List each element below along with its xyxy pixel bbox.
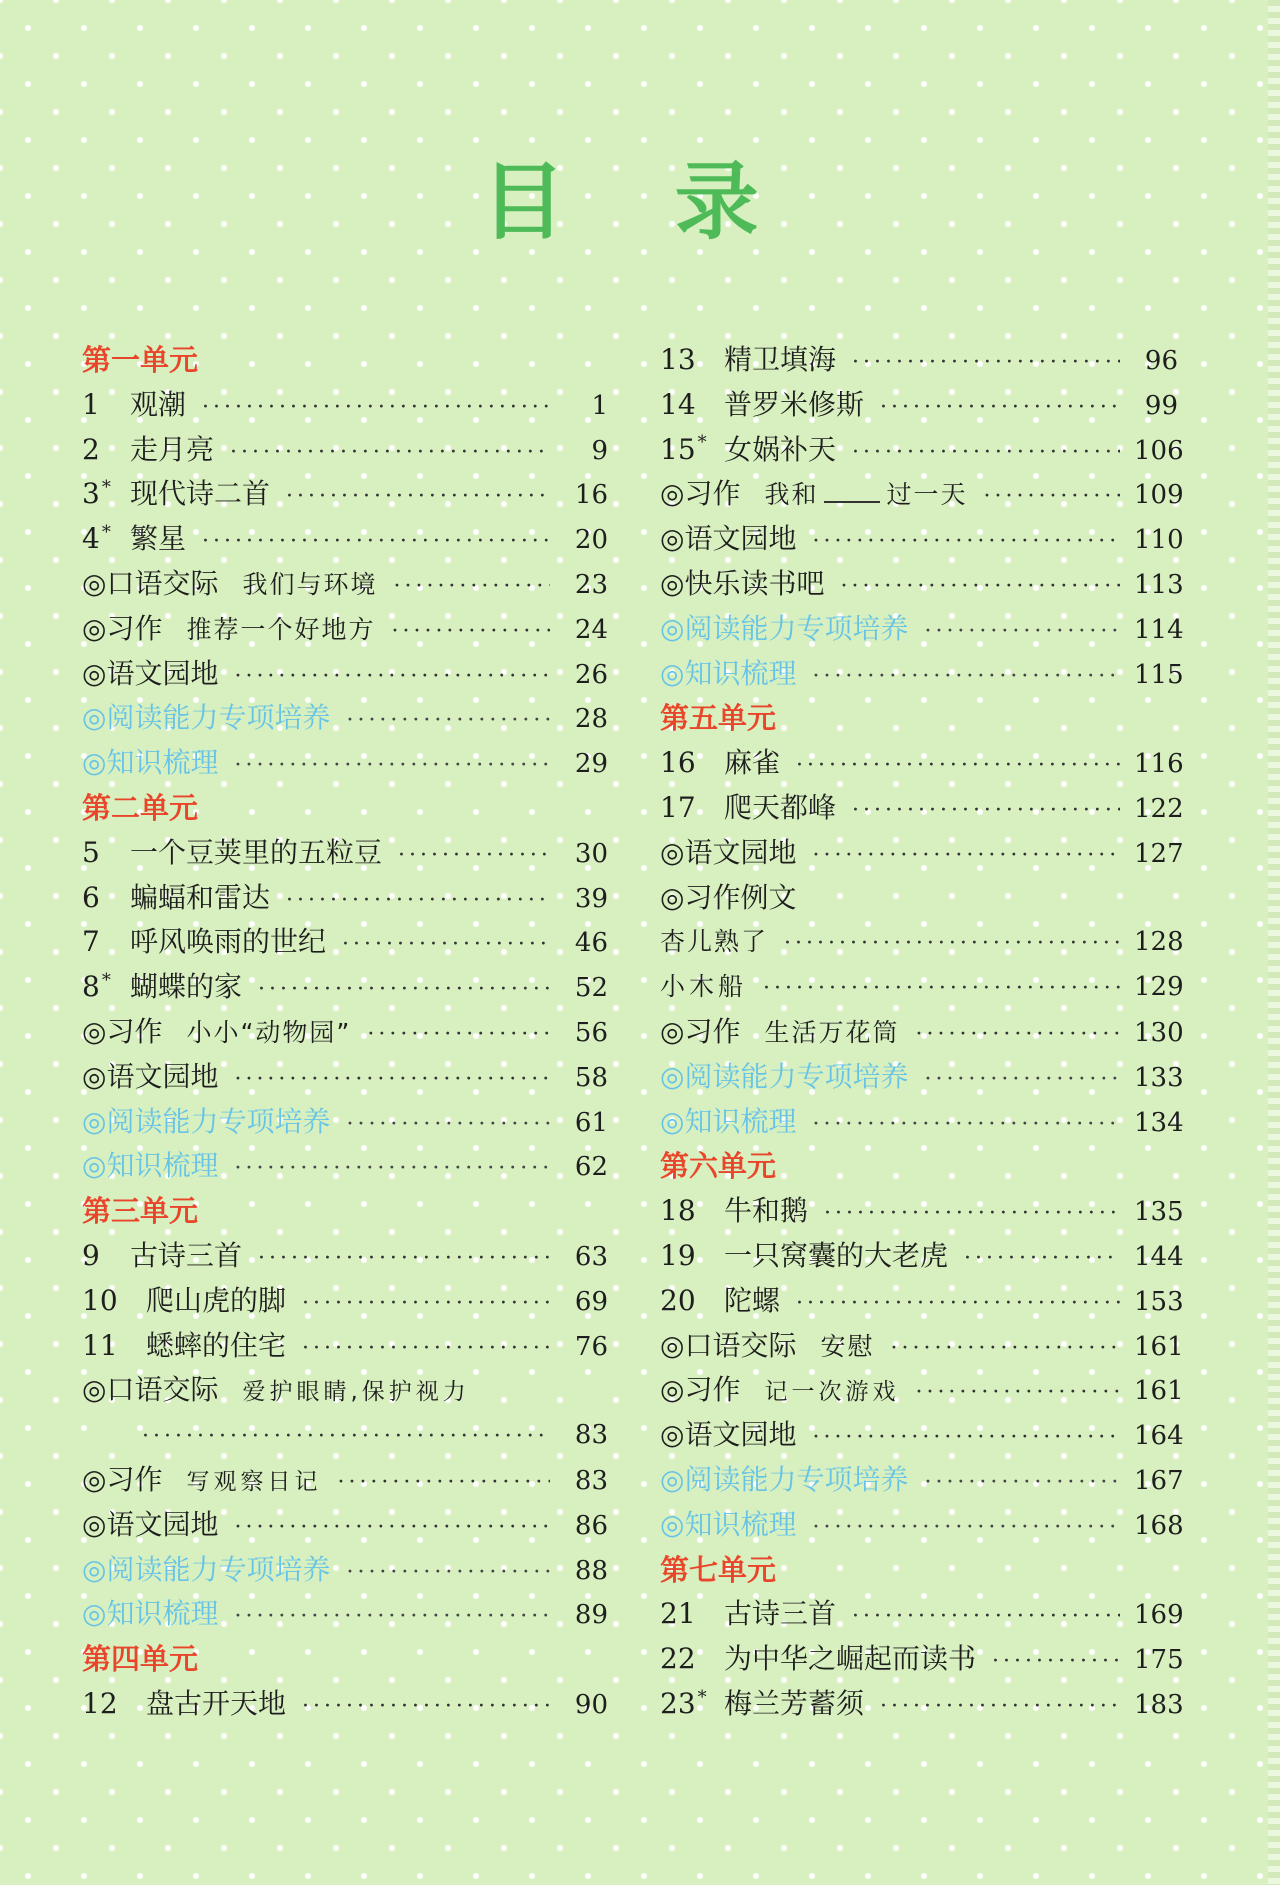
dot-leader xyxy=(840,565,1120,610)
dot-leader xyxy=(983,475,1120,520)
entry-topic: 我和 过一天 xyxy=(764,480,968,510)
circle-bullet-icon: ◎ xyxy=(82,1373,107,1407)
fill-in-blank xyxy=(824,479,880,503)
entry-label: 牛和鹅 xyxy=(724,1194,809,1228)
circle-bullet-icon: ◎ xyxy=(82,746,107,780)
page-number: 127 xyxy=(1134,838,1184,869)
unit-heading-1: 第一单元 xyxy=(82,343,199,377)
toc-entry[interactable] xyxy=(660,383,1178,428)
page-number: 46 xyxy=(574,928,608,959)
entry-label: 知识梳理 xyxy=(106,1597,219,1631)
entry-label: 阅读能力专项培养 xyxy=(684,1059,909,1093)
dot-leader xyxy=(286,475,550,520)
page-number: 69 xyxy=(574,1286,608,1317)
entry-label: 快乐读书吧 xyxy=(684,566,825,600)
entry-label: 观潮 xyxy=(130,387,187,421)
circle-bullet-icon: ◎ xyxy=(82,1462,107,1496)
dot-leader xyxy=(286,879,550,924)
circle-bullet-icon: ◎ xyxy=(660,522,685,556)
toc-entry[interactable] xyxy=(660,1592,1184,1637)
entry-label: 爬山虎的脚 xyxy=(146,1283,287,1317)
toc-left-column xyxy=(82,338,608,1727)
dot-leader xyxy=(796,744,1120,789)
page-number: 116 xyxy=(1134,749,1184,780)
circle-bullet-icon: ◎ xyxy=(82,1552,107,1586)
toc-entry[interactable] xyxy=(660,607,1184,652)
toc-entry[interactable] xyxy=(82,1324,608,1369)
dot-leader xyxy=(302,1282,550,1327)
page-number: 175 xyxy=(1134,1645,1184,1676)
dot-leader xyxy=(346,1103,550,1148)
entry-topic: 小小“动物园” xyxy=(186,1017,352,1047)
lesson-number: 9 xyxy=(82,1238,100,1272)
toc-entry[interactable] xyxy=(660,1234,1184,1279)
dot-leader xyxy=(915,1013,1120,1058)
toc-entry[interactable] xyxy=(82,920,608,965)
page-number: 183 xyxy=(1134,1689,1184,1720)
unit-heading-2: 第二单元 xyxy=(82,790,199,825)
dot-leader xyxy=(880,1685,1120,1730)
page-number: 115 xyxy=(1134,659,1184,690)
toc-entry[interactable] xyxy=(82,1458,608,1503)
toc-entry[interactable] xyxy=(660,1055,1184,1100)
page-number: 83 xyxy=(574,1465,608,1496)
toc-entry[interactable] xyxy=(660,428,1184,473)
entry-label: 古诗三首 xyxy=(724,1597,837,1631)
dot-leader xyxy=(258,968,550,1013)
dot-leader xyxy=(258,1237,550,1282)
circle-bullet-icon: ◎ xyxy=(660,1059,685,1093)
toc-entry[interactable] xyxy=(660,652,1184,697)
dot-leader xyxy=(812,1103,1120,1148)
circle-bullet-icon: ◎ xyxy=(82,566,107,600)
circle-bullet-icon: ◎ xyxy=(82,1597,107,1631)
page-number: 52 xyxy=(574,973,608,1004)
dot-leader xyxy=(342,923,550,968)
page-number: 58 xyxy=(574,1062,608,1093)
circle-bullet-icon: ◎ xyxy=(82,1507,107,1541)
entry-label: 一个豆荚里的五粒豆 xyxy=(130,835,383,869)
entry-label: 知识梳理 xyxy=(684,1104,797,1138)
entry-label: 现代诗二首 xyxy=(130,477,271,511)
page-number: 76 xyxy=(574,1331,608,1362)
lesson-number: 16 xyxy=(660,746,696,780)
dot-leader xyxy=(796,1282,1120,1327)
toc-entry[interactable] xyxy=(82,1010,608,1055)
entry-label: 蝙蝠和雷达 xyxy=(130,880,271,914)
unit-heading-6: 第六单元 xyxy=(660,1149,777,1184)
page-number: 28 xyxy=(574,704,608,735)
lesson-number: 11 xyxy=(82,1328,118,1362)
page-number: 169 xyxy=(1134,1600,1184,1631)
page-number: 96 xyxy=(1144,346,1178,376)
entry-topic: 我们与环境 xyxy=(242,569,378,599)
dot-leader xyxy=(393,565,550,610)
entry-label: 口语交际 xyxy=(106,1373,219,1407)
dot-leader xyxy=(302,1327,550,1372)
page-number: 83 xyxy=(574,1420,608,1451)
entry-topic: 记一次游戏 xyxy=(764,1379,900,1406)
toc-entry[interactable] xyxy=(82,696,608,741)
circle-bullet-icon: ◎ xyxy=(82,1059,107,1093)
page-number: 90 xyxy=(574,1689,608,1720)
unit-heading-3: 第三单元 xyxy=(82,1194,199,1229)
circle-bullet-icon: ◎ xyxy=(660,1014,685,1048)
unit-heading-5: 第五单元 xyxy=(660,701,777,736)
dot-leader xyxy=(234,1147,550,1192)
dot-leader xyxy=(346,1551,550,1596)
page-number: 114 xyxy=(1134,614,1184,645)
dot-leader xyxy=(234,1595,550,1640)
entry-label: 口语交际 xyxy=(106,566,219,600)
circle-bullet-icon: ◎ xyxy=(660,835,685,869)
lesson-number: 22 xyxy=(660,1642,696,1676)
toc-entry[interactable] xyxy=(660,920,1184,965)
dot-leader xyxy=(234,655,550,700)
optional-star-mark: * xyxy=(101,969,111,991)
entry-label: 一只窝囊的大老虎 xyxy=(724,1238,949,1272)
toc-entry[interactable] xyxy=(82,1682,608,1727)
dot-leader xyxy=(924,1058,1120,1103)
entry-label: 习作 xyxy=(106,611,163,645)
unit-heading-4: 第四单元 xyxy=(82,1642,199,1677)
circle-bullet-icon: ◎ xyxy=(660,1507,685,1541)
toc-entry[interactable] xyxy=(660,338,1178,383)
toc-entry[interactable] xyxy=(82,1368,608,1413)
dot-leader xyxy=(924,1461,1120,1506)
dot-leader xyxy=(346,699,550,744)
page-number: 144 xyxy=(1134,1241,1184,1272)
entry-label: 语文园地 xyxy=(106,1507,219,1541)
entry-label: 精卫填海 xyxy=(724,343,837,376)
dot-leader xyxy=(992,1640,1120,1685)
dot-leader xyxy=(852,1595,1120,1640)
page-number: 86 xyxy=(574,1510,608,1541)
dot-leader xyxy=(812,1416,1120,1461)
dot-leader xyxy=(234,744,550,789)
entry-label: 小木船 xyxy=(660,972,748,1002)
page-number: 168 xyxy=(1134,1510,1184,1541)
entry-label: 语文园地 xyxy=(106,1059,219,1093)
toc-entry[interactable] xyxy=(660,831,1184,876)
optional-star-mark: * xyxy=(697,432,707,454)
toc-entry-continuation[interactable] xyxy=(82,1413,608,1458)
page-number: 129 xyxy=(1134,972,1184,1003)
toc-entry[interactable] xyxy=(82,831,608,876)
circle-bullet-icon: ◎ xyxy=(660,656,685,690)
toc-entry[interactable] xyxy=(82,1592,608,1637)
toc-entry[interactable] xyxy=(82,428,608,473)
dot-leader xyxy=(398,834,550,879)
lesson-number: 13 xyxy=(660,343,696,376)
page-number: 29 xyxy=(574,749,608,780)
entry-label: 爬天都峰 xyxy=(724,790,837,824)
entry-label: 繁星 xyxy=(130,522,187,556)
toc-entry[interactable] xyxy=(660,1458,1184,1503)
lesson-number: 21 xyxy=(660,1597,696,1631)
page-number: 63 xyxy=(574,1241,608,1272)
circle-bullet-icon: ◎ xyxy=(82,1104,107,1138)
page-number: 99 xyxy=(1144,390,1178,421)
circle-bullet-icon: ◎ xyxy=(660,1104,685,1138)
page-number: 20 xyxy=(574,525,608,556)
circle-bullet-icon: ◎ xyxy=(660,1418,685,1452)
entry-label: 口语交际 xyxy=(684,1328,797,1362)
toc-right-column xyxy=(660,338,1184,1727)
circle-bullet-icon: ◎ xyxy=(660,566,685,600)
toc-entry[interactable] xyxy=(82,517,608,562)
toc-entry[interactable] xyxy=(660,786,1184,831)
page-number: 135 xyxy=(1134,1197,1184,1228)
entry-label: 习作例文 xyxy=(684,880,797,914)
dot-leader xyxy=(812,520,1120,565)
page-number: 130 xyxy=(1134,1017,1184,1048)
toc-entry[interactable] xyxy=(660,1368,1184,1413)
dot-leader xyxy=(824,1192,1120,1237)
entry-label: 语文园地 xyxy=(684,522,797,556)
page-number: 39 xyxy=(574,883,608,914)
page-number: 88 xyxy=(574,1555,608,1586)
toc-entry[interactable] xyxy=(660,965,1184,1010)
toc-entry[interactable] xyxy=(82,741,608,786)
entry-label: 蟋蟀的住宅 xyxy=(146,1328,287,1362)
page-number: 1 xyxy=(591,390,608,421)
page-number: 62 xyxy=(574,1152,608,1183)
lesson-number: 5 xyxy=(82,835,100,869)
toc-entry[interactable] xyxy=(82,1503,608,1548)
dot-leader xyxy=(142,1415,550,1460)
toc-entry[interactable] xyxy=(82,652,608,697)
dot-leader xyxy=(880,386,1120,431)
lesson-number: 7 xyxy=(82,925,100,959)
entry-label: 习作 xyxy=(684,477,741,511)
toc-entry[interactable] xyxy=(82,562,608,607)
optional-star-mark: * xyxy=(697,1686,707,1708)
toc-entry[interactable] xyxy=(82,1548,608,1593)
dot-leader xyxy=(812,1506,1120,1551)
page-number: 26 xyxy=(574,659,608,690)
entry-label: 知识梳理 xyxy=(684,1507,797,1541)
toc-entry[interactable] xyxy=(660,517,1184,562)
toc-entry[interactable] xyxy=(660,472,1184,517)
entry-label: 走月亮 xyxy=(130,432,215,466)
toc-entry[interactable] xyxy=(82,383,608,428)
dot-leader xyxy=(924,610,1120,655)
entry-label: 知识梳理 xyxy=(106,746,219,780)
circle-bullet-icon: ◎ xyxy=(82,1149,107,1183)
page-number: 153 xyxy=(1134,1286,1184,1317)
toc-entry[interactable] xyxy=(660,1413,1184,1458)
dot-leader xyxy=(852,341,1120,386)
entry-topic: 爱护眼睛,保护视力 xyxy=(242,1379,470,1406)
toc-entry[interactable] xyxy=(82,607,608,652)
toc-subheading[interactable] xyxy=(660,876,1178,921)
page-number: 133 xyxy=(1134,1062,1184,1093)
entry-topic: 安慰 xyxy=(820,1331,875,1361)
page-number: 61 xyxy=(574,1107,608,1138)
entry-label: 语文园地 xyxy=(684,835,797,869)
toc-entry[interactable] xyxy=(82,1100,608,1145)
page-number: 9 xyxy=(591,435,608,466)
lesson-number: 19 xyxy=(660,1238,696,1272)
toc-entry[interactable] xyxy=(660,1637,1184,1682)
toc-entry[interactable] xyxy=(660,1324,1184,1369)
dot-leader xyxy=(964,1237,1120,1282)
dot-leader xyxy=(391,610,550,655)
entry-label: 呼风唤雨的世纪 xyxy=(130,925,327,959)
toc-entry[interactable] xyxy=(660,1503,1184,1548)
toc-entry[interactable] xyxy=(660,741,1184,786)
lesson-number: 3 * xyxy=(82,477,111,511)
toc-entry[interactable] xyxy=(82,876,608,921)
page-number: 23 xyxy=(574,569,608,600)
unit-heading-7: 第七单元 xyxy=(660,1552,777,1587)
dot-leader xyxy=(763,967,1120,1012)
circle-bullet-icon: ◎ xyxy=(82,701,107,735)
entry-label: 知识梳理 xyxy=(684,656,797,690)
entry-topic: 推荐一个好地方 xyxy=(186,614,376,644)
dot-leader xyxy=(812,834,1120,879)
lesson-number: 12 xyxy=(82,1686,118,1720)
toc-entry[interactable] xyxy=(660,1189,1184,1234)
dot-leader xyxy=(234,1058,550,1103)
toc-entry[interactable] xyxy=(82,1144,608,1189)
page-number: 161 xyxy=(1134,1331,1184,1362)
entry-label: 语文园地 xyxy=(106,656,219,690)
entry-label: 阅读能力专项培养 xyxy=(106,1552,331,1586)
dot-leader xyxy=(202,520,550,565)
entry-label: 阅读能力专项培养 xyxy=(106,701,331,735)
toc-entry[interactable] xyxy=(82,1234,608,1279)
page-number: 113 xyxy=(1134,569,1184,600)
page-number: 161 xyxy=(1134,1376,1184,1407)
page-number: 110 xyxy=(1134,525,1184,556)
entry-label: 梅兰芳蓄须 xyxy=(724,1686,865,1720)
lesson-number: 23 * xyxy=(660,1686,707,1720)
dot-leader xyxy=(337,1461,550,1506)
entry-label: 习作 xyxy=(684,1373,741,1407)
optional-star-mark: * xyxy=(101,521,111,543)
page-number: 122 xyxy=(1134,793,1184,824)
circle-bullet-icon: ◎ xyxy=(82,611,107,645)
circle-bullet-icon: ◎ xyxy=(82,1014,107,1048)
entry-label: 盘古开天地 xyxy=(146,1686,287,1720)
page-number: 134 xyxy=(1134,1107,1184,1138)
entry-label: 语文园地 xyxy=(684,1418,797,1452)
page-number: 128 xyxy=(1134,927,1184,958)
entry-label: 女娲补天 xyxy=(724,432,837,466)
circle-bullet-icon: ◎ xyxy=(660,1328,685,1362)
toc-entry[interactable] xyxy=(82,472,608,517)
circle-bullet-icon: ◎ xyxy=(660,1373,685,1407)
page-number: 89 xyxy=(574,1600,608,1631)
dot-leader xyxy=(230,431,550,476)
entry-label: 习作 xyxy=(684,1014,741,1048)
toc-entry[interactable] xyxy=(82,1279,608,1324)
dot-leader xyxy=(915,1371,1120,1416)
circle-bullet-icon: ◎ xyxy=(82,656,107,690)
entry-label: 阅读能力专项培养 xyxy=(684,1462,909,1496)
dot-leader xyxy=(234,1506,550,1551)
dot-leader xyxy=(852,431,1120,476)
dot-leader xyxy=(302,1685,550,1730)
lesson-number: 18 xyxy=(660,1194,696,1228)
dot-leader xyxy=(202,386,550,431)
lesson-number: 14 xyxy=(660,387,696,421)
entry-topic: 写观察日记 xyxy=(186,1468,322,1495)
lesson-number: 4 * xyxy=(82,521,111,556)
entry-label: 习作 xyxy=(106,1014,163,1048)
entry-label: 杏儿熟了 xyxy=(660,927,769,957)
entry-label: 陀螺 xyxy=(724,1283,781,1317)
optional-star-mark: * xyxy=(101,477,111,499)
circle-bullet-icon: ◎ xyxy=(660,880,685,914)
lesson-number: 15 * xyxy=(660,432,707,466)
page-edge-strip xyxy=(1268,0,1280,1885)
page-number: 16 xyxy=(574,480,608,511)
lesson-number: 20 xyxy=(660,1283,696,1317)
page-number: 56 xyxy=(574,1017,608,1048)
entry-label: 习作 xyxy=(106,1462,163,1496)
dot-leader xyxy=(367,1013,550,1058)
entry-label: 古诗三首 xyxy=(130,1238,243,1272)
page-number: 24 xyxy=(574,614,608,645)
circle-bullet-icon: ◎ xyxy=(660,1462,685,1496)
lesson-number: 17 xyxy=(660,790,696,824)
lesson-number: 10 xyxy=(82,1283,118,1317)
toc-entry[interactable] xyxy=(660,562,1184,607)
page-number: 30 xyxy=(574,838,608,869)
toc-entry[interactable] xyxy=(82,1055,608,1100)
dot-leader xyxy=(784,922,1120,967)
entry-label: 普罗米修斯 xyxy=(724,387,865,421)
lesson-number: 8 * xyxy=(82,969,111,1004)
entry-label: 为中华之崛起而读书 xyxy=(724,1642,977,1676)
page-title: 目 录 xyxy=(481,153,799,251)
toc-entry[interactable] xyxy=(660,1100,1184,1145)
entry-label: 知识梳理 xyxy=(106,1149,219,1183)
page-number: 164 xyxy=(1134,1421,1184,1452)
lesson-number: 1 xyxy=(82,387,100,421)
entry-label: 阅读能力专项培养 xyxy=(106,1104,331,1138)
entry-topic: 生活万花筒 xyxy=(764,1017,900,1047)
toc-entry[interactable] xyxy=(82,965,608,1010)
dot-leader xyxy=(852,789,1120,834)
lesson-number: 2 xyxy=(82,432,100,466)
toc-entry[interactable] xyxy=(660,1682,1184,1727)
entry-label: 麻雀 xyxy=(724,746,781,780)
lesson-number: 6 xyxy=(82,880,100,914)
circle-bullet-icon: ◎ xyxy=(660,611,685,645)
toc-entry[interactable] xyxy=(660,1010,1184,1055)
toc-entry[interactable] xyxy=(660,1279,1184,1324)
page-number: 167 xyxy=(1134,1465,1184,1496)
page-number: 109 xyxy=(1134,480,1184,511)
entry-label: 阅读能力专项培养 xyxy=(684,611,909,645)
page-number: 106 xyxy=(1134,435,1184,466)
entry-label: 蝴蝶的家 xyxy=(130,970,243,1004)
circle-bullet-icon: ◎ xyxy=(660,477,685,511)
dot-leader xyxy=(890,1327,1120,1372)
dot-leader xyxy=(812,655,1120,700)
